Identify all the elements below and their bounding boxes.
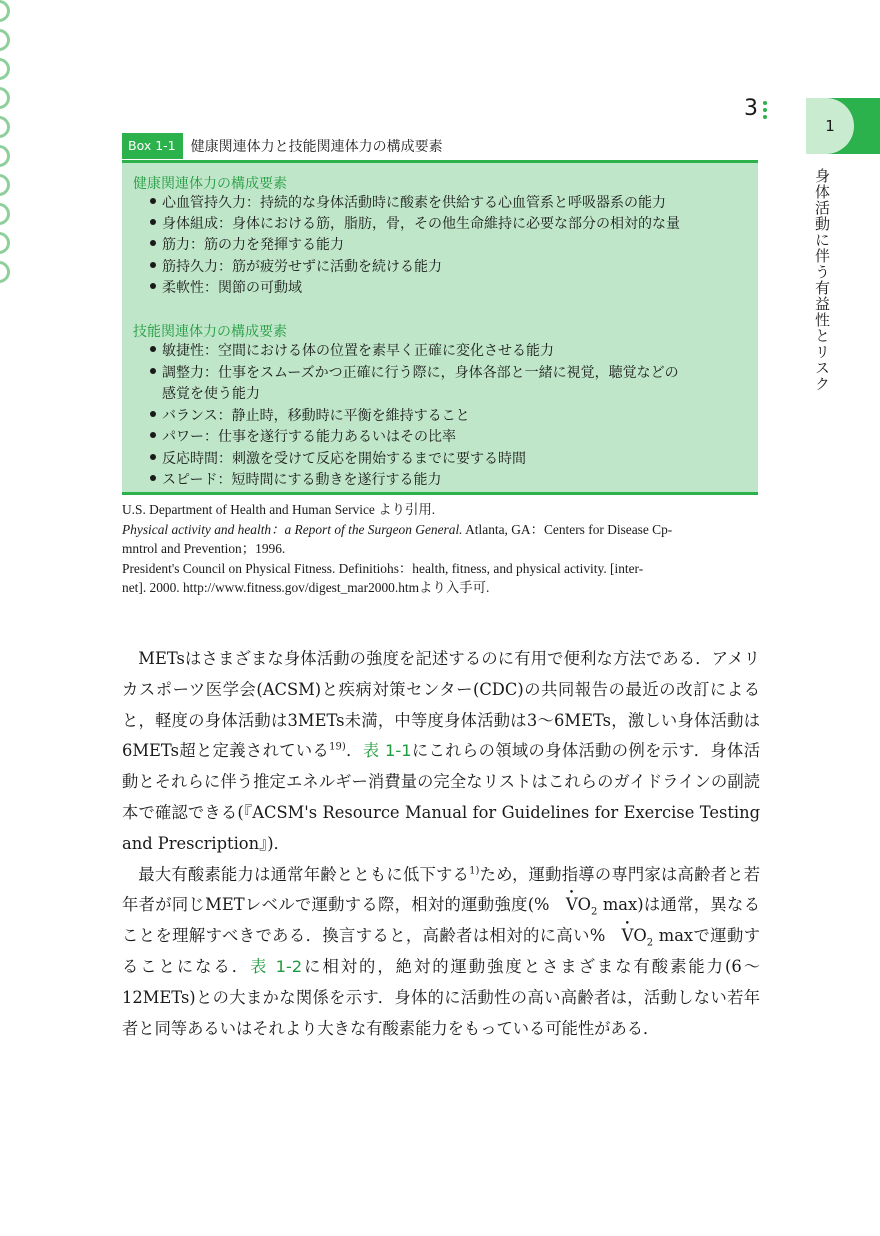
page-number: 3 [744,96,758,121]
table-ref-link[interactable]: 表 1-2 [250,956,303,976]
bullet-icon [150,283,156,289]
bullet-icon [150,432,156,438]
bullet-icon [150,198,156,204]
list-item: バランス：静止時，移動時に平衡を維持すること [150,406,750,428]
page-dots-icon [763,101,768,122]
bullet-icon [150,219,156,225]
bullet-icon [150,411,156,417]
paragraph: METsはさまざまな身体活動の強度を記述するのに有用で便利な方法である．アメリカスポーツ医学会(ACSM)と疾病対策センター(CDC)の共同報告の最近の改訂によると，軽度の身体活動は3METs未満，中等度身体活動は3～6METs，激しい身体活動は6METs超と定義されている$^{19)}$．表 1-1にこれらの領域の身体活動の例を示す．身体活動とそれらに伴う推定エネルギー消費量の完全なリストはこれらのガイドラインの副読本で確認できる(『ACSM's Resource Manual for Guidelines for Exercise Testing and Prescription』)． [122,649,760,853]
chapter-number: 1 [806,98,854,154]
reference-line: net]. 2000. http://www.fitness.gov/digest_mar2000.htmより入手可. [122,580,490,595]
list-item: 心血管持久力：持続的な身体活動時に酸素を供給する心血管系と呼吸器系の能力 [150,193,750,215]
reference-line: U.S. Department of Health and Human Service より引用. [122,502,436,517]
list-item: 身体組成：身体における筋，脂肪，骨，その他生命維持に必要な部分の相対的な量 [150,214,750,236]
bullet-icon [150,475,156,481]
ring-icon [0,29,10,51]
list-item: 敏捷性：空間における体の位置を素早く正確に変化させる能力 [150,341,750,363]
ring-icon [0,0,10,22]
ring-icon [0,116,10,138]
list-item: 柔軟性：関節の可動域 [150,278,750,300]
list-item: スピード：短時間にする動きを遂行する能力 [150,470,750,492]
bullet-icon [150,240,156,246]
table-ref-link[interactable]: 表 1-1 [362,741,412,761]
chapter-title: 身体活動に伴う有益性とリスク [813,168,831,392]
box-header [122,133,758,159]
list-item: パワー：仕事を遂行する能力あるいはその比率 [150,427,750,449]
ring-icon [0,87,10,109]
box-label: Box 1-1 [122,133,183,159]
bullet-icon [150,346,156,352]
reference-line: Physical activity and health：a Report of the Surgeon General. Atlanta, GA：Centers for Disease Cp- [122,521,673,537]
section-heading-health: 健康関連体力の構成要素 [133,176,287,192]
list-item: 反応時間：刺激を受けて反応を開始するまでに要する時間 [150,449,750,471]
ring-icon [0,174,10,196]
bullet-icon [150,454,156,460]
ring-icon [0,203,10,225]
body-text [122,644,760,1044]
reference-line: President's Council on Physical Fitness. Definitiohs：health, fitness, and physical activity. [inter- [122,560,644,576]
bullet-icon [150,262,156,268]
bullet-icon [150,368,156,374]
paragraph: 最大有酸素能力は通常年齢とともに低下する$^{1)}$ため，運動指導の専門家は高齢者と若年者が同じMETレベルで運動する際，相対的運動強度(%• $VO_2$ max)は通常，異なることを理解すべきである．換言すると，高齢者は相対的に高い%• $VO_2$ maxで運動することになる．表 1-2に相対的，絶対的運動強度とさまざまな有酸素能力(6～12METs)との大まかな関係を示す．身体的に活動性の高い高齢者は，活動しない若年者と同等あるいはそれより大きな有酸素能力をもっている可能性がある． [122,860,760,1045]
ring-icon [0,232,10,254]
box-title: 健康関連体力と技能関連体力の構成要素 [190,139,443,155]
list-item: 筋持久力：筋が疲労せずに活動を続ける能力 [150,257,750,279]
list-item: 調整力：仕事をスムーズかつ正確に行う際に，身体各部と一緒に視覚，聴覚などの [150,363,750,385]
box-body [122,160,758,495]
ring-icon [0,145,10,167]
section-heading-skill: 技能関連体力の構成要素 [133,324,287,340]
binding-rings [0,0,18,290]
list-item: 筋力：筋の力を発揮する能力 [150,235,750,257]
list-item-continuation: 感覚を使う能力 [162,386,260,402]
ring-icon [0,58,10,80]
reference-line: mntrol and Prevention；1996. [122,541,286,556]
references [122,500,762,598]
ring-icon [0,261,10,283]
chapter-tab [806,98,880,154]
